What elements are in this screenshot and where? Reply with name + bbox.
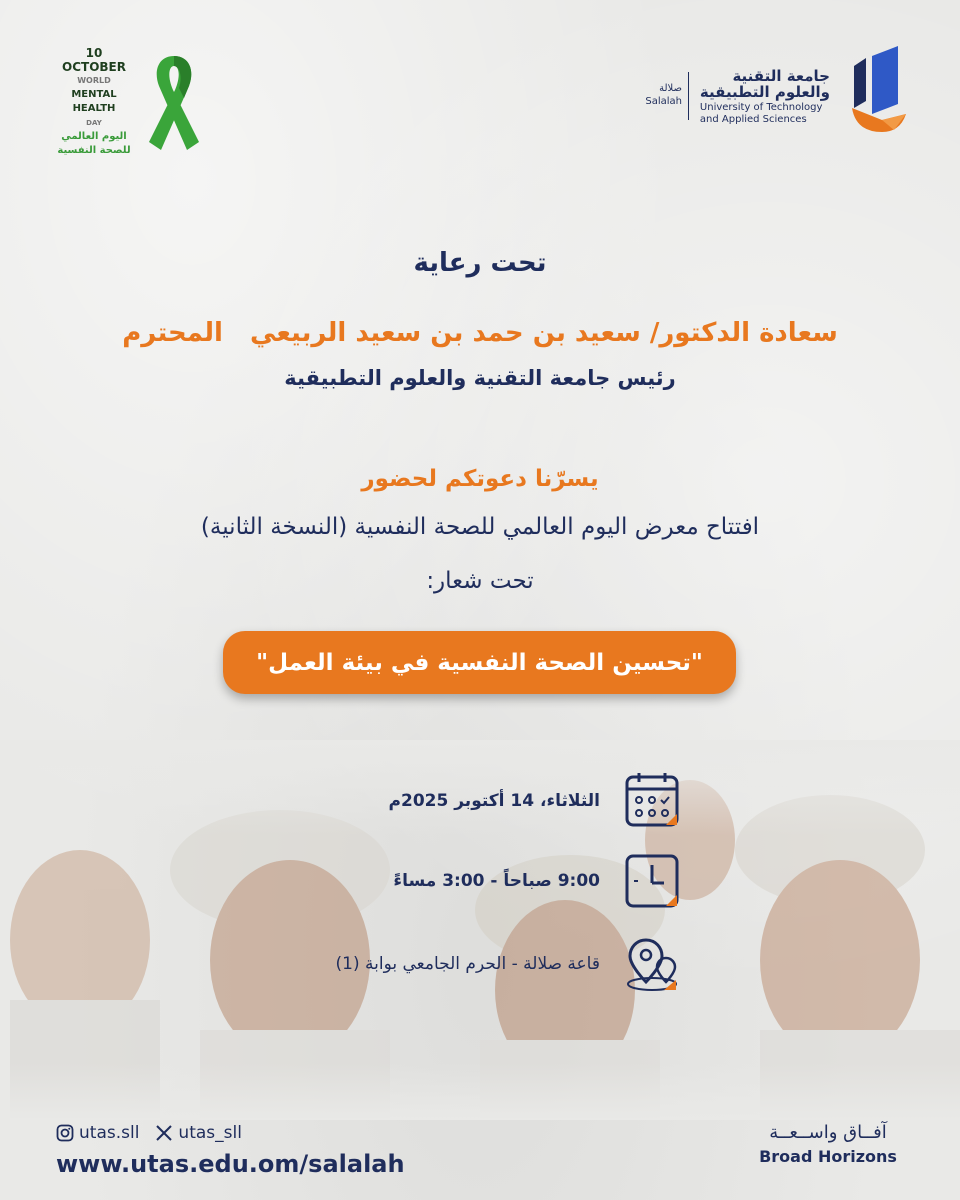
wmh-ar-1: اليوم العالمي [61,131,127,142]
website-link[interactable]: www.utas.edu.om/salalah [56,1150,405,1178]
university-logo [632,46,912,136]
location-row [300,936,680,992]
green-ribbon-icon [139,50,209,155]
wmh-mental-health: MENTAL HEALTH [71,89,117,114]
wmh-world: WORLD [77,76,111,85]
university-name-en-2: and Applied Sciences [699,114,807,125]
social-links [56,1122,258,1144]
x-icon [155,1124,173,1142]
patron-name: سعادة الدكتور/ سعيد بن حمد بن سعيد الربيعي المحترم [122,318,838,348]
x-handle: utas_sll [178,1123,242,1143]
slogan-label: تحت شعار: [426,568,534,594]
event-location: قاعة صلالة - الحرم الجامعي بوابة (1) [335,954,600,974]
logo-divider [688,72,689,120]
broad-horizons-logo [748,1122,908,1166]
invitation-text: يسرّنا دعوتكم لحضور [361,466,599,492]
world-mental-health-day-logo [54,46,229,156]
instagram-link[interactable] [56,1123,139,1143]
location-pin-icon [624,936,680,992]
instagram-handle: utas.sll [79,1123,140,1143]
slogan-text: "تحسين الصحة النفسية في بيئة العمل" [256,649,703,676]
broad-horizons-ar: آفــاق واســعــة [769,1122,887,1143]
university-name-en-1: University of Technology [699,102,823,113]
campus-en: Salalah [645,96,682,107]
x-link[interactable] [155,1123,242,1143]
campus-label [632,82,682,108]
time-row [300,853,680,909]
clock-icon [624,853,680,909]
slogan-banner [223,631,736,694]
wmh-date: 10 OCTOBER [62,46,126,74]
campus-ar: صلالة [659,83,682,94]
date-row [300,773,680,829]
event-date: الثلاثاء، 14 أكتوبر 2025م [388,791,600,811]
university-name-ar: جامعة التقنية والعلوم التطبيقية [699,67,830,101]
instagram-icon [56,1124,74,1142]
calendar-icon [624,773,680,829]
under-patronage-heading: تحت رعاية [413,248,547,278]
wmh-day: DAY [86,119,102,127]
wmh-ar-2: للصحة النفسية [57,145,131,156]
event-title: افتتاح معرض اليوم العالمي للصحة النفسية (النسخة الثانية) [200,514,760,540]
utas-logo-mark-icon [842,46,912,136]
patron-title: رئيس جامعة التقنية والعلوم التطبيقية [284,366,676,390]
broad-horizons-en: Broad Horizons [759,1147,897,1166]
wmh-text-block [54,46,134,158]
event-time: 9:00 صباحاً - 3:00 مساءً [393,871,600,891]
